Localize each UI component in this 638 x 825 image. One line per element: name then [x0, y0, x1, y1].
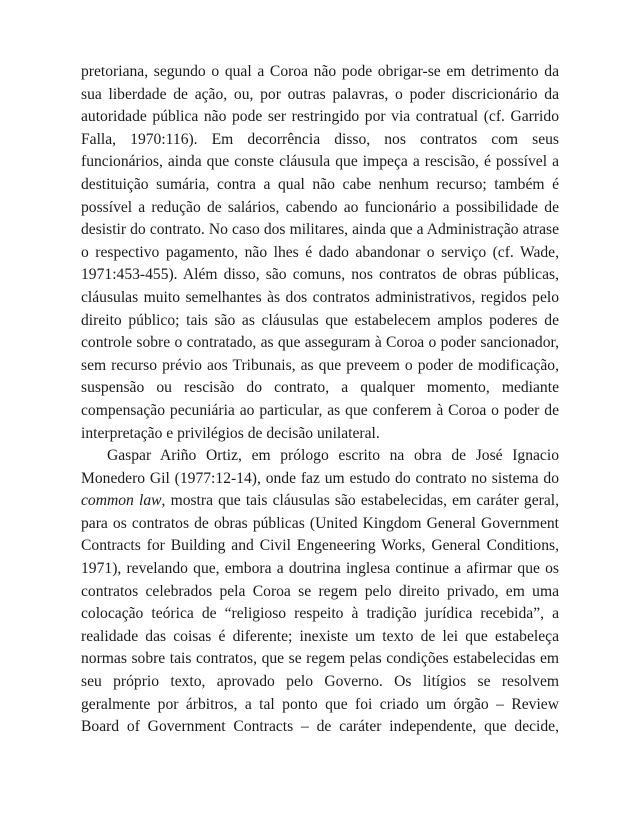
text-line	[81, 332, 559, 355]
text-line	[81, 648, 559, 671]
text-segment: autoridade pública não pode ser restringido por via contratual (cf. Garrido	[81, 108, 559, 126]
text-segment: para os contratos de obras públicas (United Kingdom General Government	[81, 514, 559, 532]
text-line	[81, 535, 559, 558]
paragraph	[81, 445, 559, 739]
text-segment: funcionários, ainda que conste cláusula que impeça a rescisão, é possível a	[81, 153, 559, 171]
text-segment: desistir do contrato. No caso dos militares, ainda que a Administração atrase	[81, 221, 559, 239]
text-segment: interpretação e privilégios de decisão unilateral.	[81, 424, 380, 442]
text-line	[81, 310, 559, 333]
text-line	[81, 671, 559, 694]
text-line	[81, 626, 559, 649]
text-line	[81, 423, 559, 446]
text-line	[81, 174, 559, 197]
text-segment: cláusulas muito semelhantes às dos contratos administrativos, regidos pelo	[81, 288, 559, 306]
text-segment: 1971), revelando que, embora a doutrina inglesa continue a afirmar que os	[81, 560, 559, 578]
text-line	[81, 716, 559, 739]
text-line	[81, 513, 559, 536]
text-segment: seu próprio texto, aprovado pelo Governo. Os litígios se resolvem	[81, 673, 559, 691]
text-segment: destituição sumária, contra a qual não cabe nenhum recurso; também é	[81, 175, 559, 193]
text-line	[81, 445, 559, 468]
text-line	[81, 61, 559, 84]
document-page	[81, 61, 559, 739]
text-segment: Contracts for Building and Civil Engeneering Works, General Conditions,	[81, 537, 559, 555]
text-segment: colocação teórica de “religioso respeito à tradição jurídica recebida”, a	[81, 605, 559, 623]
text-segment: geralmente por árbitros, a tal ponto que foi criado um órgão – Review	[81, 695, 559, 713]
body-text	[81, 61, 559, 739]
text-segment: Falla, 1970:116). Em decorrência disso, nos contratos com seus	[81, 130, 559, 148]
text-segment: Board of Government Contracts – de caráter independente, que decide,	[81, 718, 559, 736]
text-line	[81, 264, 559, 287]
text-line	[81, 468, 559, 491]
text-segment: suspensão ou rescisão do contrato, a qualquer momento, mediante	[81, 379, 559, 397]
text-segment: Monedero Gil (1977:12-14), onde faz um estudo do contrato no sistema do	[81, 469, 559, 487]
text-segment: controle sobre o contratado, as que asseguram à Coroa o poder sancionador,	[81, 334, 559, 352]
text-segment: contratos celebrados pela Coroa se regem pelo direito privado, em uma	[81, 582, 559, 600]
text-line	[81, 197, 559, 220]
text-line	[81, 129, 559, 152]
text-segment: normas sobre tais contratos, que se regem pelas condições estabelecidas em	[81, 650, 559, 668]
text-segment: compensação pecuniária ao particular, as que conferem à Coroa o poder de	[81, 401, 559, 419]
text-line	[81, 84, 559, 107]
text-segment: pretoriana, segundo o qual a Coroa não pode obrigar-se em detrimento da	[81, 63, 559, 80]
text-segment: , mostra que tais cláusulas são estabelecidas, em caráter geral,	[161, 492, 559, 510]
text-line	[81, 581, 559, 604]
text-line	[81, 355, 559, 378]
text-segment: direito público; tais são as cláusulas que estabelecem amplos poderes de	[81, 311, 559, 329]
text-line	[81, 106, 559, 129]
text-segment: sem recurso prévio aos Tribunais, as que preveem o poder de modificação,	[81, 356, 559, 374]
text-line	[81, 400, 559, 423]
text-segment: realidade das coisas é diferente; inexiste um texto de lei que estabeleça	[81, 627, 559, 645]
text-line	[81, 558, 559, 581]
text-segment: sua liberdade de ação, ou, por outras palavras, o poder discricionário da	[81, 85, 559, 103]
paragraph	[81, 61, 559, 445]
text-line	[81, 694, 559, 717]
italic-term: common law	[81, 492, 162, 510]
text-segment: Gaspar Ariño Ortiz, em prólogo escrito na obra de José Ignacio	[107, 447, 559, 465]
text-segment: 1971:453-455). Além disso, são comuns, nos contratos de obras públicas,	[81, 266, 559, 284]
text-line	[81, 490, 559, 513]
text-segment: possível a redução de salários, cabendo ao funcionário a possibilidade de	[81, 198, 559, 216]
text-line	[81, 219, 559, 242]
text-line	[81, 603, 559, 626]
text-line	[81, 377, 559, 400]
text-line	[81, 242, 559, 265]
text-line	[81, 287, 559, 310]
text-segment: o respectivo pagamento, não lhes é dado abandonar o serviço (cf. Wade,	[81, 243, 559, 261]
text-line	[81, 151, 559, 174]
